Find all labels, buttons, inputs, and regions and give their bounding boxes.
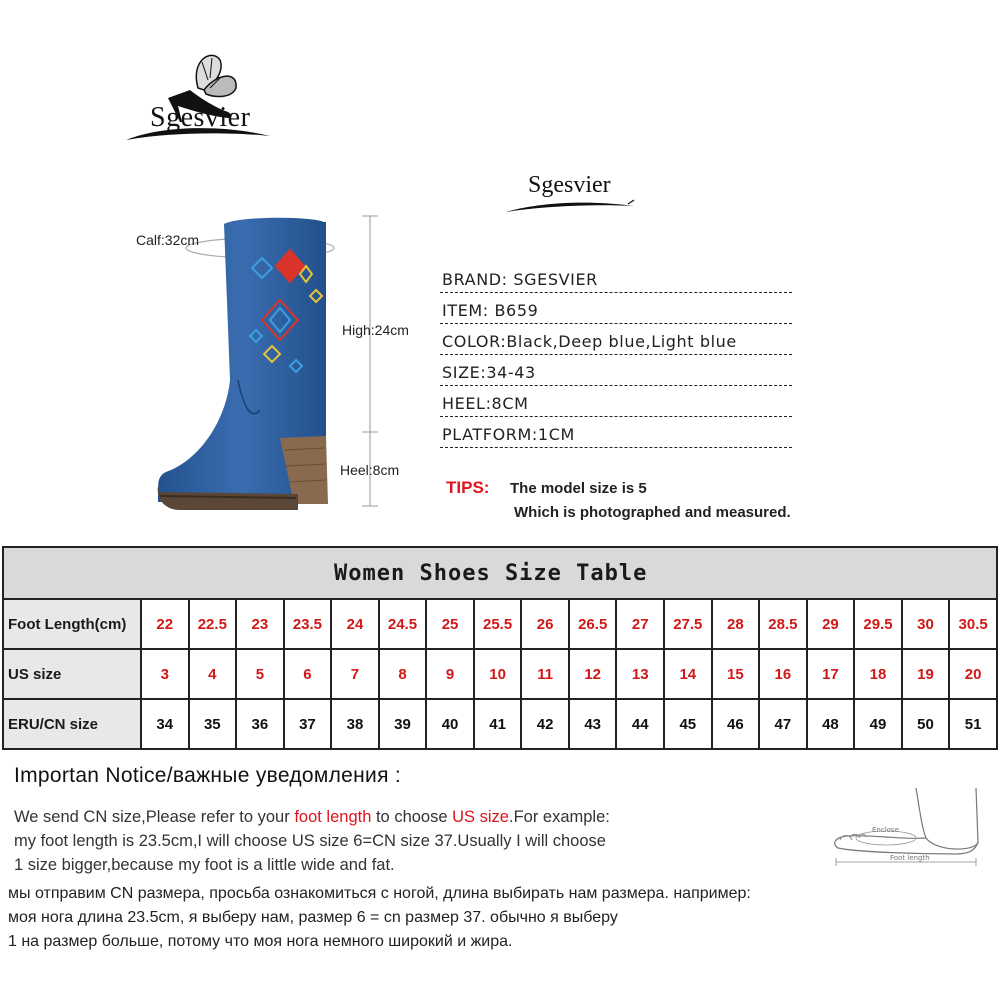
- row-header: ERU/CN size: [3, 699, 141, 749]
- size-cell: 24: [331, 599, 379, 649]
- size-cell: 25: [426, 599, 474, 649]
- size-cell: 17: [807, 649, 855, 699]
- product-image: [120, 210, 440, 530]
- notice-russian: [8, 882, 968, 954]
- notice-en-line-3: 1 size bigger,because my foot is a little wide and fat.: [14, 856, 395, 874]
- notice-en-line-1: We send CN size,Please refer to your foot length to choose US size.For example:: [14, 808, 610, 826]
- foot-icon: [826, 782, 986, 872]
- size-cell: 19: [902, 649, 950, 699]
- table-row: [3, 599, 997, 649]
- size-cell: 30: [902, 599, 950, 649]
- size-cell: 26: [521, 599, 569, 649]
- size-cell: 43: [569, 699, 617, 749]
- size-cell: 16: [759, 649, 807, 699]
- size-cell: 51: [949, 699, 997, 749]
- size-cell: 18: [854, 649, 902, 699]
- table-row: [3, 699, 997, 749]
- foot-measure-diagram: [826, 782, 986, 872]
- size-cell: 23.5: [284, 599, 332, 649]
- spec-brand: BRAND: SGESVIER: [440, 262, 792, 293]
- size-cell: 41: [474, 699, 522, 749]
- size-cell: 6: [284, 649, 332, 699]
- size-cell: 7: [331, 649, 379, 699]
- tips-line-1: The model size is 5: [510, 480, 647, 497]
- size-cell: 23: [236, 599, 284, 649]
- notice-en-line-2: my foot length is 23.5cm,I will choose US size 6=CN size 37.Usually I will choose: [14, 832, 606, 850]
- size-table: [2, 546, 998, 750]
- size-cell: 42: [521, 699, 569, 749]
- size-cell: 29.5: [854, 599, 902, 649]
- size-cell: 27: [616, 599, 664, 649]
- foot-length-highlight: foot length: [294, 808, 372, 826]
- spec-item: ITEM: B659: [440, 293, 792, 324]
- notice-ru-line-3: 1 на размер больше, потому что моя нога немного широкий и жира.: [8, 933, 513, 950]
- size-cell: 25.5: [474, 599, 522, 649]
- size-cell: 4: [189, 649, 237, 699]
- tips: [446, 478, 791, 521]
- size-cell: 14: [664, 649, 712, 699]
- foot-length-label: Foot length: [890, 854, 930, 862]
- notice-english: [14, 805, 804, 877]
- spec-size: SIZE:34-43: [440, 355, 792, 386]
- us-size-highlight: US size: [452, 808, 509, 826]
- height-measurement: High:24cm: [342, 322, 409, 338]
- size-table-title: Women Shoes Size Table: [3, 547, 997, 599]
- brand-logo-text: Sgesvier: [150, 102, 251, 133]
- spec-list: [440, 262, 792, 448]
- size-cell: 36: [236, 699, 284, 749]
- row-header: US size: [3, 649, 141, 699]
- size-cell: 10: [474, 649, 522, 699]
- size-cell: 28.5: [759, 599, 807, 649]
- denim-boot-image: [120, 210, 440, 530]
- size-cell: 44: [616, 699, 664, 749]
- size-cell: 46: [712, 699, 760, 749]
- size-cell: 8: [379, 649, 427, 699]
- size-cell: 5: [236, 649, 284, 699]
- size-cell: 48: [807, 699, 855, 749]
- size-cell: 9: [426, 649, 474, 699]
- size-cell: 27.5: [664, 599, 712, 649]
- size-cell: 29: [807, 599, 855, 649]
- size-cell: 15: [712, 649, 760, 699]
- notice-ru-line-2: моя нога длина 23.5cm, я выберу нам, размер 6 = cn размер 37. обычно я выберу: [8, 909, 618, 926]
- enclose-label: Enclose: [872, 826, 899, 834]
- spec-heel: HEEL:8CM: [440, 386, 792, 417]
- size-cell: 22.5: [189, 599, 237, 649]
- size-cell: 30.5: [949, 599, 997, 649]
- tips-label: TIPS:: [446, 478, 490, 497]
- table-row: [3, 649, 997, 699]
- size-cell: 38: [331, 699, 379, 749]
- size-cell: 47: [759, 699, 807, 749]
- size-cell: 13: [616, 649, 664, 699]
- tips-line-2: Which is photographed and measured.: [514, 504, 791, 521]
- size-cell: 20: [949, 649, 997, 699]
- size-cell: 37: [284, 699, 332, 749]
- brand-logo-small-text: Sgesvier: [528, 172, 611, 198]
- row-header: Foot Length(cm): [3, 599, 141, 649]
- spec-platform: PLATFORM:1CM: [440, 417, 792, 448]
- size-cell: 35: [189, 699, 237, 749]
- notice-ru-line-1: мы отправим CN размера, просьба ознакомиться с ногой, длина выбирать нам размера. например:: [8, 885, 751, 902]
- heel-measurement: Heel:8cm: [340, 462, 400, 478]
- size-cell: 45: [664, 699, 712, 749]
- size-cell: 3: [141, 649, 189, 699]
- size-cell: 34: [141, 699, 189, 749]
- brand-logo-small: [500, 168, 640, 218]
- size-cell: 22: [141, 599, 189, 649]
- size-cell: 39: [379, 699, 427, 749]
- calf-measurement: Calf:32cm: [136, 232, 200, 248]
- brand-logo: [120, 40, 280, 150]
- size-cell: 28: [712, 599, 760, 649]
- size-cell: 11: [521, 649, 569, 699]
- size-cell: 12: [569, 649, 617, 699]
- size-cell: 50: [902, 699, 950, 749]
- size-cell: 24.5: [379, 599, 427, 649]
- size-cell: 49: [854, 699, 902, 749]
- size-cell: 40: [426, 699, 474, 749]
- size-cell: 26.5: [569, 599, 617, 649]
- spec-color: COLOR:Black,Deep blue,Light blue: [440, 324, 792, 355]
- notice-title: Importan Notice/важные уведомления :: [14, 764, 402, 787]
